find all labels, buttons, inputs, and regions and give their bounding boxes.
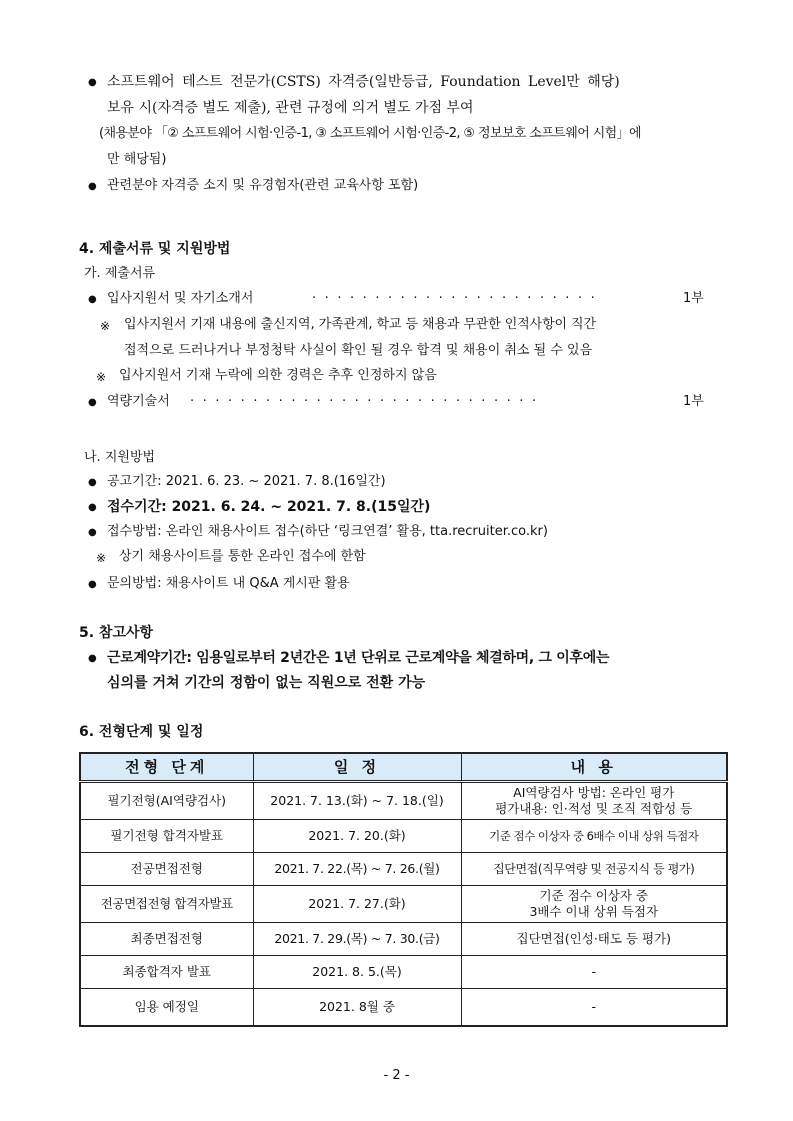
receipt-period: 접수기간: 2021. 6. 24. ~ 2021. 7. 8.(15일간) — [107, 499, 431, 515]
related-license-line: 관련분야 자격증 소지 및 유경험자(관련 교육사항 포함) — [107, 178, 419, 193]
doc1-leader-dots: · · · · · · · · · · · · · · · · · · · · · · · — [312, 291, 597, 306]
csts-line-1: 소프트웨어 테스트 전문가(CSTS) 자격증(일반등급, Foundation Level만 해당) — [107, 74, 620, 90]
stage-cell: 필기전형 합격자발표 — [80, 820, 253, 853]
date-cell: 2021. 7. 29.(목) ~ 7. 30.(금) — [253, 923, 461, 956]
stage-cell: 최종합격자 발표 — [80, 956, 253, 989]
csts-line-2: 보유 시(자격증 별도 제출), 관련 규정에 의거 별도 가점 부여 — [107, 100, 474, 116]
table-row — [80, 853, 727, 886]
table-row — [80, 886, 727, 923]
date-cell: 2021. 7. 22.(목) ~ 7. 26.(월) — [253, 853, 461, 886]
content-cell: 집단면접(인성·태도 등 평가) — [461, 923, 727, 956]
content-cell: 기준 점수 이상자 중 6배수 이내 상위 득점자 — [461, 820, 727, 853]
bullet-icon: ● — [88, 477, 97, 488]
date-cell: 2021. 7. 20.(화) — [253, 820, 461, 853]
content-cell — [461, 886, 727, 923]
note2-line: 입사지원서 기재 누락에 의한 경력은 추후 인정하지 않음 — [119, 368, 437, 383]
date-cell: 2021. 7. 13.(화) ~ 7. 18.(일) — [253, 782, 461, 820]
csts-note-line-2: 만 해당됨) — [107, 152, 167, 167]
content-cell: 집단면접(직무역량 및 전공지식 등 평가) — [461, 853, 727, 886]
table-row — [80, 782, 727, 820]
section-5-title: 5. 참고사항 — [79, 625, 154, 641]
schedule-table — [79, 752, 728, 1027]
date-cell: 2021. 7. 27.(화) — [253, 886, 461, 923]
table-header-row — [80, 753, 727, 782]
date-cell: 2021. 8월 중 — [253, 989, 461, 1027]
inquiry-method: 문의방법: 채용사이트 내 Q&A 게시판 활용 — [107, 576, 350, 591]
notice-period: 공고기간: 2021. 6. 23. ~ 2021. 7. 8.(16일간) — [107, 474, 386, 489]
table-row — [80, 989, 727, 1027]
bullet-icon: ● — [88, 579, 97, 590]
doc2-label: 역량기술서 — [107, 394, 170, 409]
note1-line-1: 입사지원서 기재 내용에 출신지역, 가족관계, 학교 등 채용과 무관한 인적사항이 직간 — [124, 317, 596, 332]
stage-cell: 필기전형(AI역량검사) — [80, 782, 253, 820]
contract-line-1: 근로계약기간: 임용일로부터 2년간은 1년 단위로 근로계약을 체결하며, 그 이후에는 — [107, 650, 610, 666]
note1-line-2: 접적으로 드러나거나 부정청탁 사실이 확인 될 경우 합격 및 채용이 취소 될 수 있음 — [124, 343, 593, 358]
page-number: - 2 - — [383, 1068, 410, 1083]
stage-cell: 최종면접전형 — [80, 923, 253, 956]
subsection-b-title: 나. 지원방법 — [84, 450, 156, 465]
csts-note-line-1: (채용분야 「② 소프트웨어 시험·인증-1, ③ 소프트웨어 시험·인증-2, ⑤ 정보보호 소프트웨어 시험」에 — [99, 126, 641, 141]
stage-cell: 임용 예정일 — [80, 989, 253, 1027]
bullet-icon: ● — [88, 397, 97, 408]
bullet-icon: ● — [88, 181, 97, 192]
content-line: 3배수 이내 상위 득점자 — [529, 904, 659, 919]
date-cell: 2021. 8. 5.(목) — [253, 956, 461, 989]
bullet-icon: ● — [88, 527, 97, 538]
doc2-leader-dots: · · · · · · · · · · · · · · · · · · · · · · · · · · · · — [190, 394, 539, 409]
header-stage: 전형 단계 — [80, 753, 253, 782]
doc2-count: 1부 — [683, 394, 704, 409]
note-mark-icon: ※ — [96, 551, 107, 565]
doc1-label: 입사지원서 및 자기소개서 — [107, 291, 254, 306]
header-schedule: 일 정 — [253, 753, 461, 782]
header-content: 내 용 — [461, 753, 727, 782]
bullet-icon: ● — [88, 294, 97, 305]
bullet-icon: ● — [88, 77, 97, 88]
content-line: 평가내용: 인·적성 및 조직 적합성 등 — [495, 801, 693, 816]
note-mark-icon: ※ — [100, 319, 111, 333]
doc1-count: 1부 — [683, 291, 704, 306]
note-mark-icon: ※ — [96, 370, 107, 384]
bullet-icon: ● — [88, 502, 97, 513]
content-line: 기준 점수 이상자 중 — [539, 888, 649, 903]
method-note: 상기 채용사이트를 통한 온라인 접수에 한함 — [119, 549, 366, 564]
table-row — [80, 820, 727, 853]
section-6-title: 6. 전형단계 및 일정 — [79, 724, 204, 740]
content-cell: - — [461, 956, 727, 989]
bullet-icon: ● — [88, 653, 97, 664]
content-line: AI역량검사 방법: 온라인 평가 — [513, 785, 675, 800]
stage-cell: 전공면접전형 — [80, 853, 253, 886]
table-row — [80, 923, 727, 956]
application-method: 접수방법: 온라인 채용사이트 접수(하단 ‘링크연결’ 활용, tta.recruiter.co.kr) — [107, 524, 548, 539]
content-cell: - — [461, 989, 727, 1027]
contract-line-2: 심의를 거쳐 기간의 정함이 없는 직원으로 전환 가능 — [107, 675, 426, 691]
section-4-title: 4. 제출서류 및 지원방법 — [79, 241, 231, 257]
subsection-a-title: 가. 제출서류 — [84, 266, 156, 281]
table-row — [80, 956, 727, 989]
content-cell — [461, 782, 727, 820]
stage-cell: 전공면접전형 합격자발표 — [80, 886, 253, 923]
